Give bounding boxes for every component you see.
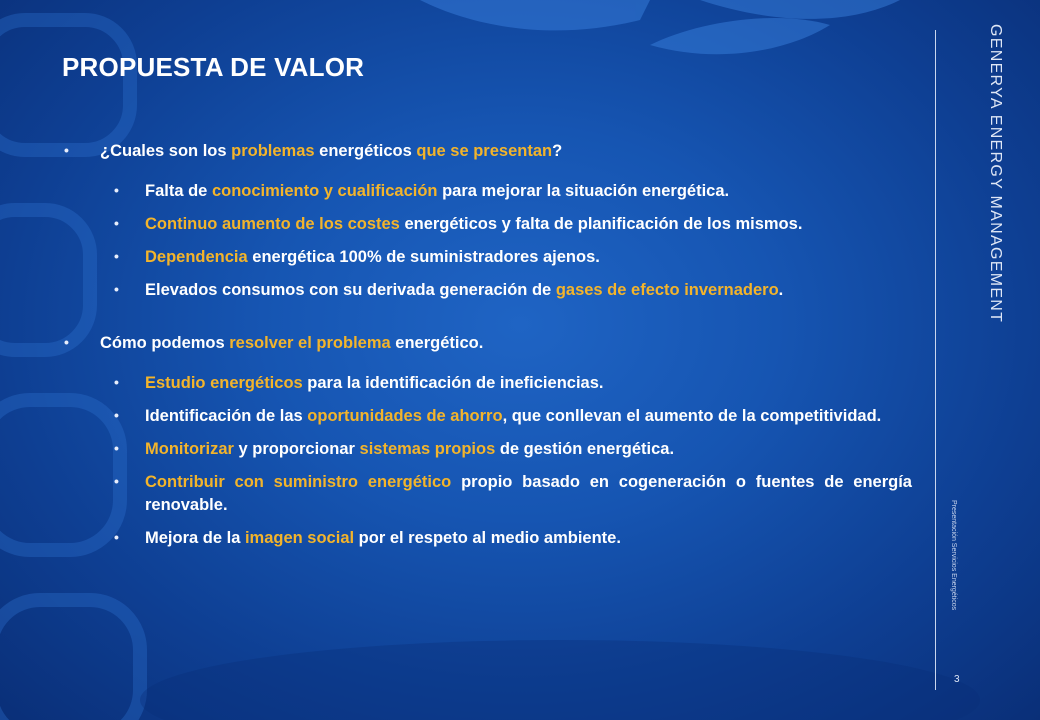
list-item: • Estudio energéticos para la identificación de ineficiencias. bbox=[62, 372, 912, 395]
divider-line bbox=[935, 30, 936, 690]
bullet-icon: • bbox=[114, 182, 119, 198]
list-item: • Contribuir con suministro energético propio basado en cogeneración o fuentes de energía renovable. bbox=[62, 471, 912, 517]
bullet-icon: • bbox=[114, 407, 119, 423]
bullet-icon: • bbox=[114, 440, 119, 456]
list-item: • Monitorizar y proporcionar sistemas propios de gestión energética. bbox=[62, 438, 912, 461]
bullet-icon: • bbox=[64, 334, 69, 350]
question-solutions: • Cómo podemos resolver el problema energético. bbox=[62, 332, 912, 355]
bullet-icon: • bbox=[114, 281, 119, 297]
presentation-subtitle: Presentación Servicios Energéticos bbox=[950, 500, 957, 611]
list-item: • Elevados consumos con su derivada generación de gases de efecto invernadero. bbox=[62, 279, 912, 302]
list-item: • Identificación de las oportunidades de ahorro, que conllevan el aumento de la competitividad. bbox=[62, 405, 912, 428]
page-title: PROPUESTA DE VALOR bbox=[62, 52, 365, 82]
bullet-icon: • bbox=[114, 248, 119, 264]
content-area bbox=[62, 140, 912, 560]
bullet-icon: • bbox=[114, 473, 119, 489]
list-item: • Falta de conocimiento y cualificación para mejorar la situación energética. bbox=[62, 180, 912, 203]
question-problems: • ¿Cuales son los problemas energéticos que se presentan? bbox=[62, 140, 912, 163]
list-item: • Mejora de la imagen social por el respeto al medio ambiente. bbox=[62, 527, 912, 550]
bullet-icon: • bbox=[64, 142, 69, 158]
list-item: • Dependencia energética 100% de suministradores ajenos. bbox=[62, 246, 912, 269]
bullet-icon: • bbox=[114, 374, 119, 390]
page-number: 3 bbox=[954, 674, 960, 685]
list-item: • Continuo aumento de los costes energéticos y falta de planificación de los mismos. bbox=[62, 213, 912, 236]
brand-vertical-title: GENERYA ENERGY MANAGEMENT bbox=[987, 24, 1004, 324]
bullet-icon: • bbox=[114, 529, 119, 545]
bullet-icon: • bbox=[114, 215, 119, 231]
